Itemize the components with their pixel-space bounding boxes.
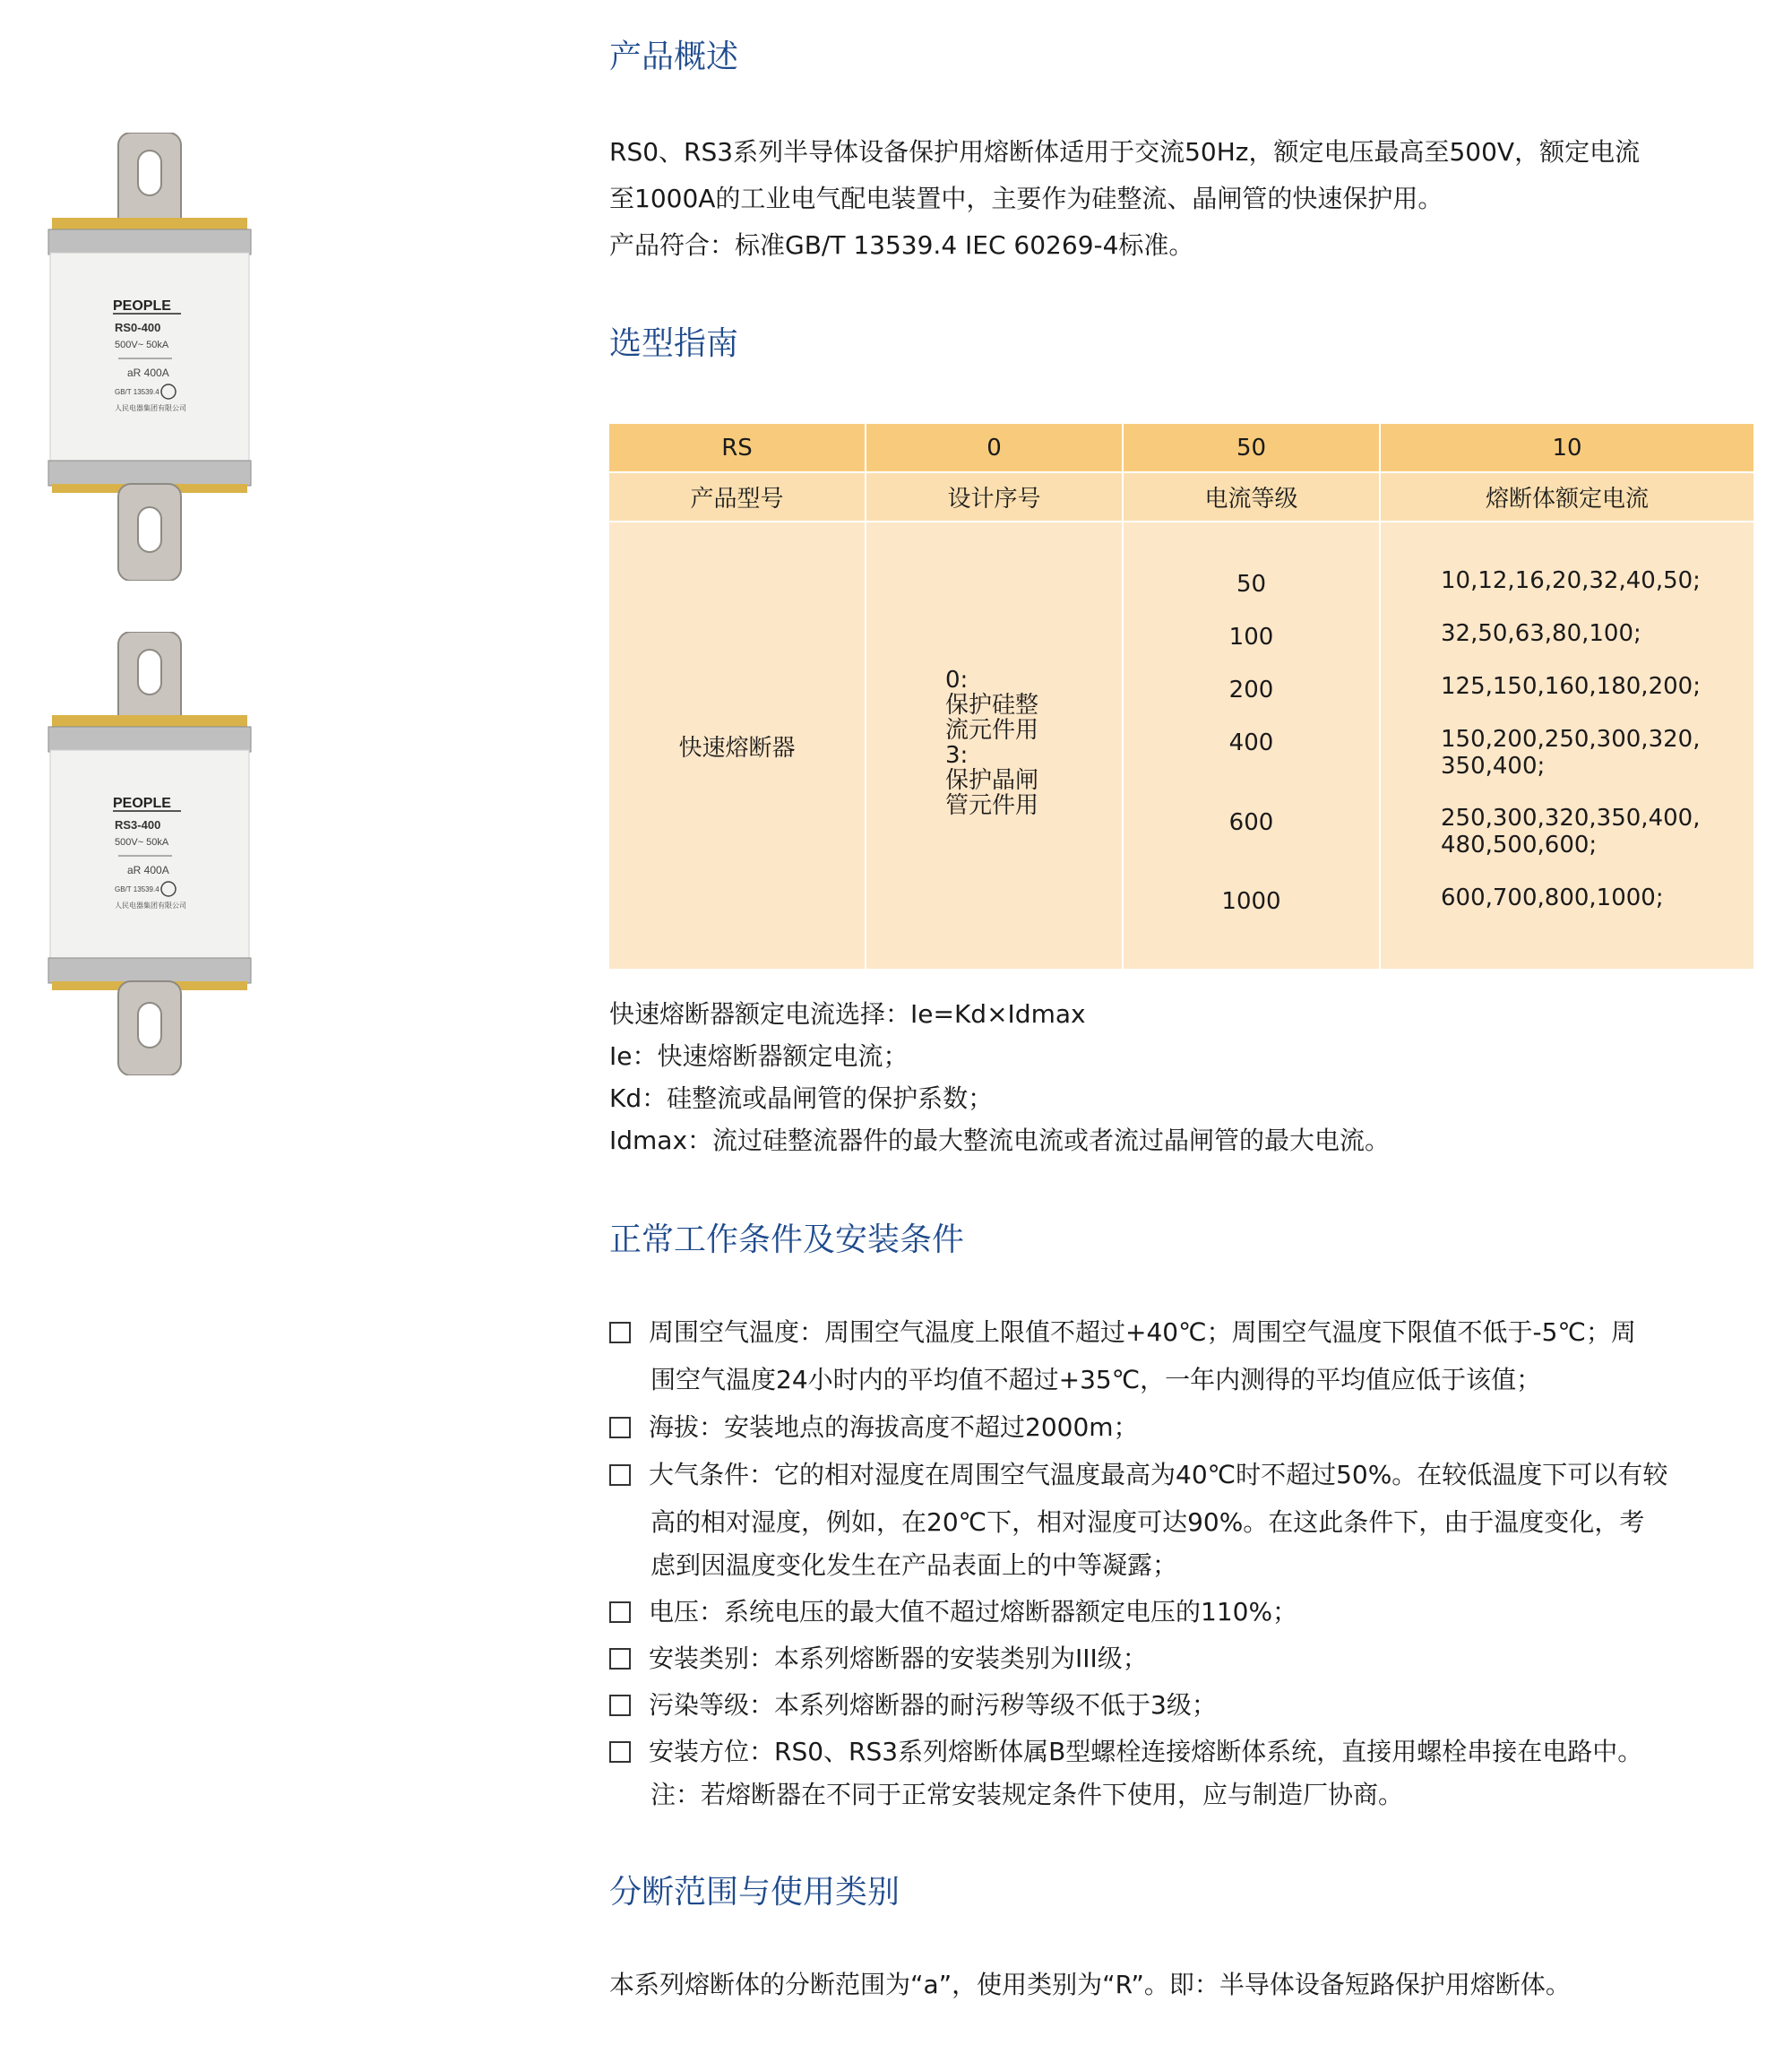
current-level-cell (1123, 522, 1380, 969)
rated-current: 125,150,160,180,200; (1441, 673, 1701, 700)
code-row (609, 424, 1753, 472)
selection-table (609, 424, 1753, 969)
rated-current: 32,50,63,80,100; (1441, 620, 1641, 647)
current-level: 600 (1228, 809, 1274, 836)
breaking-text: 本系列熔断体的分断范围为“a”，使用类别为“R”。即：半导体设备短路保护用熔断体。 (609, 1970, 1571, 1999)
checkbox-icon (609, 1417, 631, 1438)
selection-note-2: Ie：快速熔断器额定电流； (609, 1041, 909, 1071)
current-level: 400 (1228, 729, 1274, 756)
fuse2-brand: PEOPLE (113, 796, 171, 811)
product-images (0, 0, 573, 2071)
code-cell: 50 (1123, 424, 1380, 472)
name-row (609, 472, 1753, 522)
body-row (609, 522, 1753, 969)
condition-item (609, 1635, 1148, 1682)
fuse1-rating: 500V~ 50kA (115, 340, 169, 350)
condition-item (609, 1308, 1636, 1356)
overview-line-2: 至1000A的工业电气配电装置中，主要作为硅整流、晶闸管的快速保护用。 (609, 184, 1443, 213)
condition-item-cont: 高的相对湿度，例如，在20℃下，相对湿度可达90%。在这此条件下，由于温度变化，考 (650, 1507, 1645, 1537)
condition-item (609, 1403, 1139, 1451)
condition-text: 海拔：安装地点的海拔高度不超过2000m； (649, 1412, 1139, 1442)
condition-item-cont: 注：若熔断器在不同于正常安装规定条件下使用，应与制造厂协商。 (650, 1780, 1404, 1809)
overview-line-1: RS0、RS3系列半导体设备保护用熔断体适用于交流50Hz，额定电压最高至500V，额定电流 (609, 137, 1641, 167)
condition-item (609, 1728, 1642, 1775)
design-no-text (945, 668, 1038, 818)
condition-item (609, 1681, 1217, 1729)
condition-text: 污染等级：本系列熔断器的耐污秽等级不低于3级； (649, 1690, 1217, 1720)
conditions-heading: 正常工作条件及安装条件 (609, 1221, 965, 1258)
rated-current: 10,12,16,20,32,40,50; (1441, 567, 1701, 594)
checkbox-icon (609, 1648, 631, 1670)
product-type-cell (609, 522, 866, 969)
checkbox-icon (609, 1695, 631, 1716)
current-level: 50 (1236, 571, 1267, 598)
design-no-line: 流元件用 (945, 717, 1039, 744)
design-no-line: 保护晶闸 (945, 767, 1039, 794)
product-type: 快速熔断器 (678, 734, 796, 762)
overview-line-3: 产品符合：标准GB/T 13539.4 IEC 60269-4标准。 (609, 230, 1194, 260)
code-cell: 10 (1380, 424, 1753, 472)
name-cell: 电流等级 (1123, 472, 1380, 522)
fuse-rs3-image (47, 632, 253, 1075)
fuse1-maker: 人民电器集团有限公司 (115, 404, 186, 412)
checkbox-icon (609, 1601, 631, 1623)
selection-heading: 选型指南 (609, 325, 739, 362)
rated-current: 250,300,320,350,400, 480,500,600; (1441, 805, 1701, 859)
fuse1-class: aR 400A (127, 367, 169, 379)
design-no-line: 0: (945, 667, 969, 694)
condition-text: 周围空气温度：周围空气温度上限值不超过+40℃；周围空气温度下限值不低于-5℃；周 (649, 1317, 1636, 1347)
checkbox-icon (609, 1741, 631, 1763)
selection-note-4: Idmax：流过硅整流器件的最大整流电流或者流过晶闸管的最大电流。 (609, 1126, 1391, 1155)
fuse1-std: GB/T 13539.4 (115, 388, 159, 396)
current-level: 100 (1228, 624, 1274, 651)
name-cell: 产品型号 (609, 472, 866, 522)
condition-text: 安装类别：本系列熔断器的安装类别为III级； (649, 1644, 1148, 1673)
rated-current: 600,700,800,1000; (1441, 884, 1664, 911)
rated-current-cell (1380, 522, 1753, 969)
current-level: 200 (1228, 677, 1274, 703)
fuse2-rating: 500V~ 50kA (115, 837, 169, 848)
rated-current: 150,200,250,300,320, 350,400; (1441, 726, 1701, 780)
fuse2-std: GB/T 13539.4 (115, 885, 159, 893)
condition-text: 电压：系统电压的最大值不超过熔断器额定电压的110%； (649, 1597, 1298, 1627)
condition-text: 安装方位：RS0、RS3系列熔断体属B型螺栓连接熔断体系统，直接用螺栓串接在电路中。 (649, 1737, 1643, 1766)
fuse1-model: RS0-400 (115, 321, 161, 334)
selection-note-1: 快速熔断器额定电流选择：Ie=Kd×Idmax (609, 999, 1086, 1029)
condition-item (609, 1451, 1667, 1498)
checkbox-icon (609, 1464, 631, 1486)
condition-item (609, 1588, 1297, 1635)
selection-note-3: Kd：硅整流或晶闸管的保护系数； (609, 1083, 994, 1113)
condition-item-cont: 围空气温度24小时内的平均值不超过+35℃，一年内测得的平均值应低于该值； (650, 1365, 1542, 1394)
design-no-line: 3: (945, 742, 969, 769)
condition-text: 大气条件：它的相对湿度在周围空气温度最高为40℃时不超过50%。在较低温度下可以有较 (649, 1460, 1668, 1489)
condition-item-cont: 虑到因温度变化发生在产品表面上的中等凝露； (650, 1550, 1178, 1580)
code-cell: RS (609, 424, 866, 472)
breaking-heading: 分断范围与使用类别 (609, 1874, 900, 1911)
overview-heading: 产品概述 (609, 39, 739, 75)
fuse2-model: RS3-400 (115, 818, 161, 832)
fuse1-brand: PEOPLE (113, 298, 171, 314)
code-cell: 0 (866, 424, 1123, 472)
design-no-cell (866, 522, 1123, 969)
fuse-rs0-image (47, 133, 253, 581)
name-cell: 设计序号 (866, 472, 1123, 522)
fuse2-maker: 人民电器集团有限公司 (115, 902, 186, 910)
checkbox-icon (609, 1322, 631, 1343)
name-cell: 熔断体额定电流 (1380, 472, 1753, 522)
fuse2-class: aR 400A (127, 864, 169, 876)
design-no-line: 管元件用 (945, 792, 1039, 819)
design-no-line: 保护硅整 (945, 692, 1039, 719)
current-level: 1000 (1221, 888, 1281, 915)
